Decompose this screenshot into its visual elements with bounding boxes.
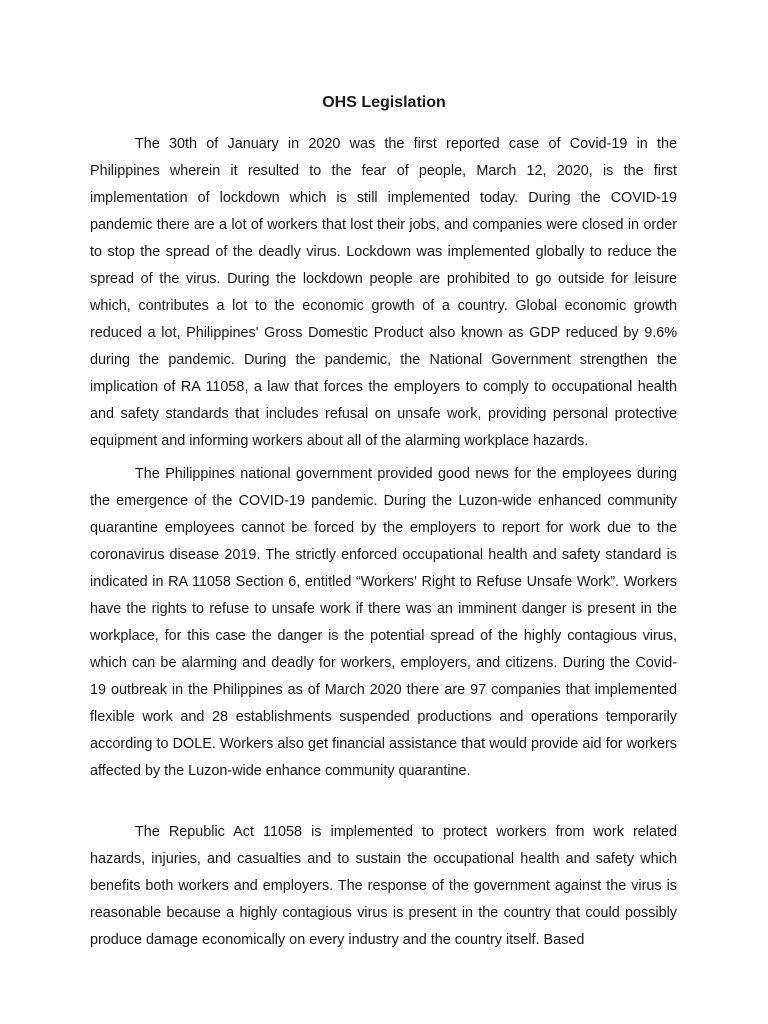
- paragraph-3: The Republic Act 11058 is implemented to protect workers from work related hazards, injuries, and casualties and to sustain the occupational health and safety which benefits both workers and employers. The response of the government against the virus is reasonable because a highly contagious virus is present in the country that could possibly produce damage economically on every industry and the country itself. Based: [90, 824, 677, 948]
- paragraph-2: The Philippines national government provided good news for the employees during the emergence of the COVID-19 pandemic. During the Luzon-wide enhanced community quarantine employees cannot be forced by the employers to report for work due to the coronavirus disease 2019. The strictly enforced occupational health and safety standard is indicated in RA 11058 Section 6, entitled “Workers' Right to Refuse Unsafe Work”. Workers have the rights to refuse to unsafe work if there was an imminent danger is present in the workplace, for this case the danger is the potential spread of the highly contagious virus, which can be alarming and deadly for workers, employers, and citizens. During the Covid-19 outbreak in the Philippines as of March 2020 there are 97 companies that implemented flexible work and 28 establishments suspended productions and operations temporarily according to DOLE. Workers also get financial assistance that would provide aid for workers affected by the Luzon-wide enhance community quarantine.: [90, 466, 677, 779]
- document-title: OHS Legislation: [322, 94, 446, 111]
- paragraph-1: The 30th of January in 2020 was the first reported case of Covid-19 in the Philippines wherein it resulted to the fear of people, March 12, 2020, is the first implementation of lockdown which is still implemented today. During the COVID-19 pandemic there are a lot of workers that lost their jobs, and companies were closed in order to stop the spread of the deadly virus. Lockdown was implemented globally to reduce the spread of the virus. During the lockdown people are prohibited to go outside for leisure which, contributes a lot to the economic growth of a country. Global economic growth reduced a lot, Philippines' Gross Domestic Product also known as GDP reduced by 9.6% during the pandemic. During the pandemic, the National Government strengthen the implication of RA 11058, a law that forces the employers to comply to occupational health and safety standards that includes refusal on unsafe work, providing personal protective equipment and informing workers about all of the alarming workplace hazards.: [90, 136, 677, 449]
